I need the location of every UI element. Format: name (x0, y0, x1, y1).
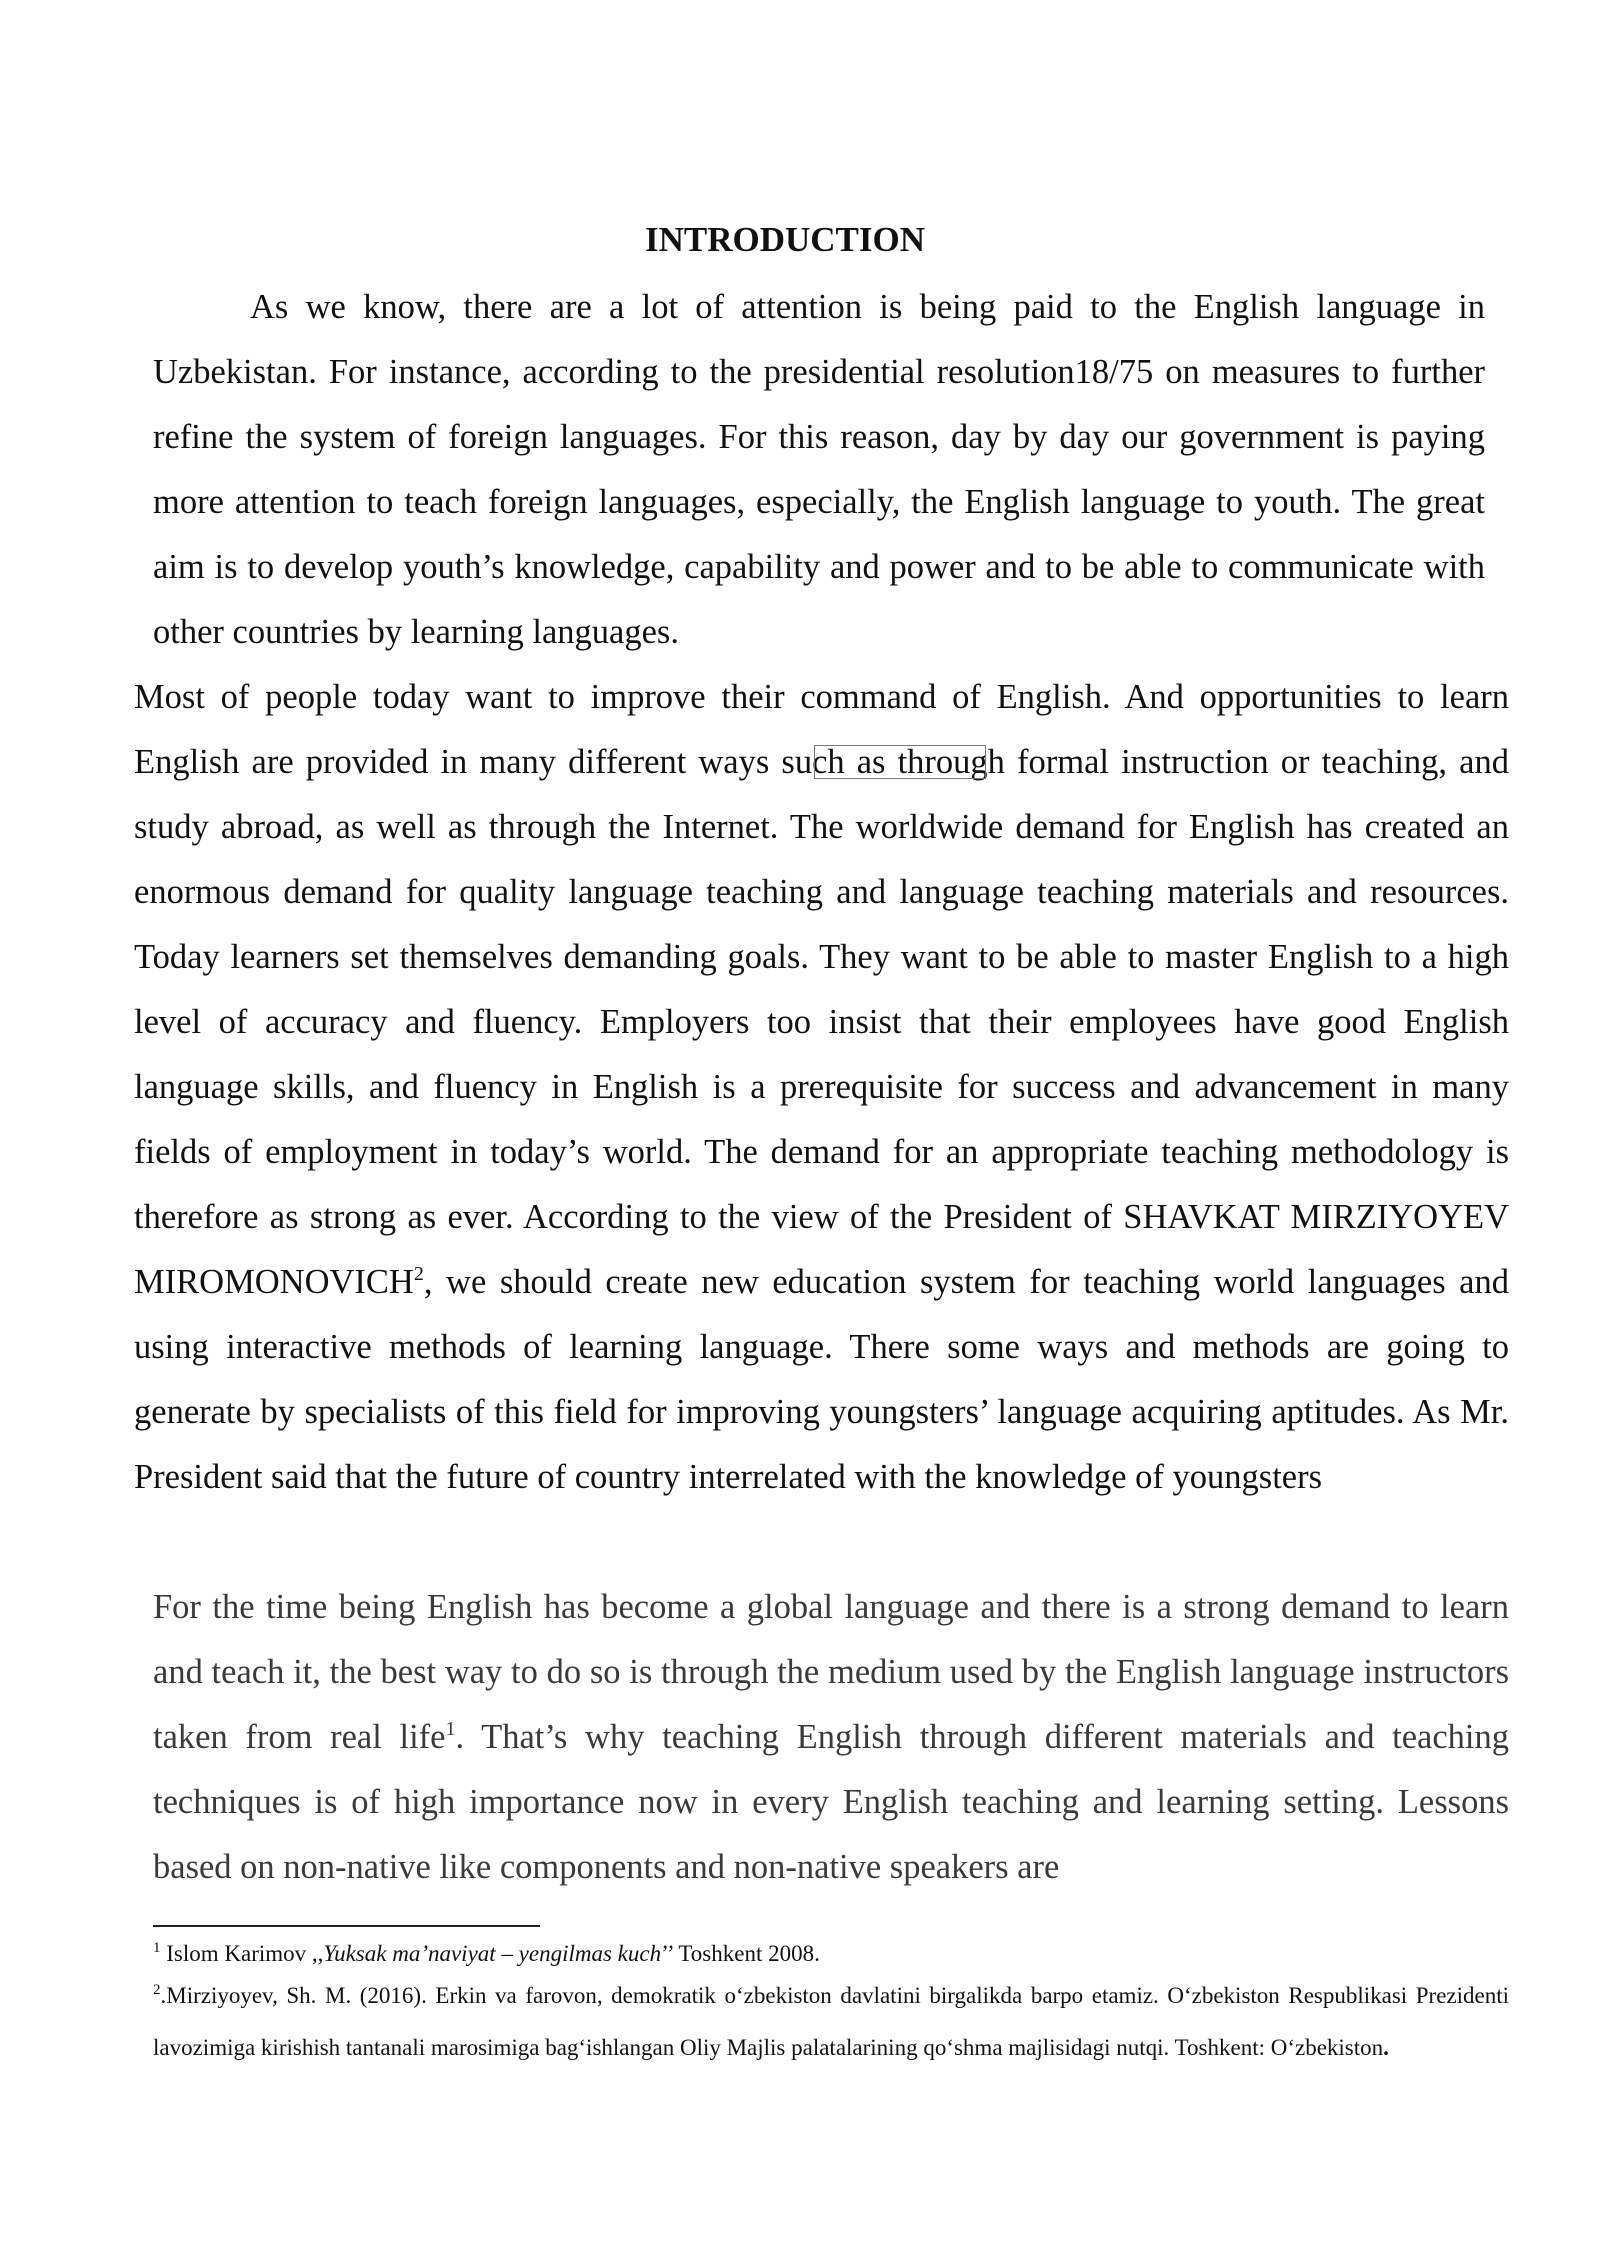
footnote-ref-2[interactable]: 2 (413, 1263, 424, 1285)
footnote-2 (153, 1970, 1509, 2074)
paragraph-main-text-a: Most of people today want to improve their command of English. And opportunities to learn English are provided in many different ways su (134, 678, 1509, 781)
paragraph-global-text-a: For the time being English has become a global language and there is a strong demand to learn and teach it, the best way to do so is through the medium used by the English language instructors taken from real life (153, 1588, 1509, 1756)
paragraph-global-text-b: . That’s why teaching English through different materials and teaching techniques is of high importance now in every English teaching and learning setting. Lessons based on non-native like components and non-native speakers are (153, 1718, 1509, 1886)
footnote-ref-1[interactable]: 1 (445, 1718, 456, 1740)
footnote-1-pre: Islom Karimov ,, (160, 1941, 324, 1966)
footnote-1-title: Yuksak ma’naviyat – yengilmas kuch (323, 1941, 662, 1966)
footnote-1-post: ’’ Toshkent 2008. (661, 1941, 820, 1966)
highlighted-text: ch as throug (812, 743, 988, 781)
paragraph-intro: As we know, there are a lot of attention is being paid to the English language in Uzbekistan. For instance, according to the presidential resolution18/75 on measures to further refine the system of foreign languages. For this reason, day by day our government is paying more attention to teach foreign languages, especially, the English language to youth. The great aim is to develop youth’s knowledge, capability and power and to be able to communicate with other countries by learning languages. (153, 288, 1485, 651)
footnote-2-text: .Mirziyoyev, Sh. M. (2016). Erkin va farovon, demokratik o‘zbekiston davlatini birgalikda barpo etamiz. O‘zbekiston Respublikasi Prezidenti lavozimiga kirishish tantanali marosimiga bag‘ishlangan Oliy Majlis palatalarining qo‘shma majlisidagi nutqi. Toshkent: O‘zbekiston (153, 1983, 1509, 2060)
footnote-2-number: 2 (153, 1982, 161, 1998)
paragraph-main-text-b: h formal instruction or teaching, and study abroad, as well as through the Internet. The worldwide demand for English has created an enormous demand for quality language teaching and language teaching materials and resources. Today learners set themselves demanding goals. They want to be able to master English to a high level of accuracy and fluency. Employers too insist that their employees have good English language skills, and fluency in English is a prerequisite for success and advancement in many fields of employment in today’s world. The demand for an appropriate teaching methodology is therefore as strong as ever. According to the view of the President of SHAVKAT MIRZIYOYEV MIROMONOVICH (134, 743, 1509, 1301)
paragraph-main (134, 665, 1509, 1510)
paragraph-global-language (153, 1575, 1509, 1900)
page-title: INTRODUCTION (644, 220, 926, 259)
footnote-1 (153, 1939, 1513, 1969)
paragraph-main-text-c: , we should create new education system for teaching world languages and using interactive methods of learning language. There some ways and methods are going to generate by specialists of this field for improving youngsters’ language acquiring aptitudes. As Mr. President said that the future of country interrelated with the knowledge of youngsters (134, 1263, 1509, 1496)
footnote-1-number: 1 (153, 1940, 161, 1956)
footnote-separator (153, 1925, 540, 1927)
footnote-2-end: . (1383, 2035, 1389, 2060)
